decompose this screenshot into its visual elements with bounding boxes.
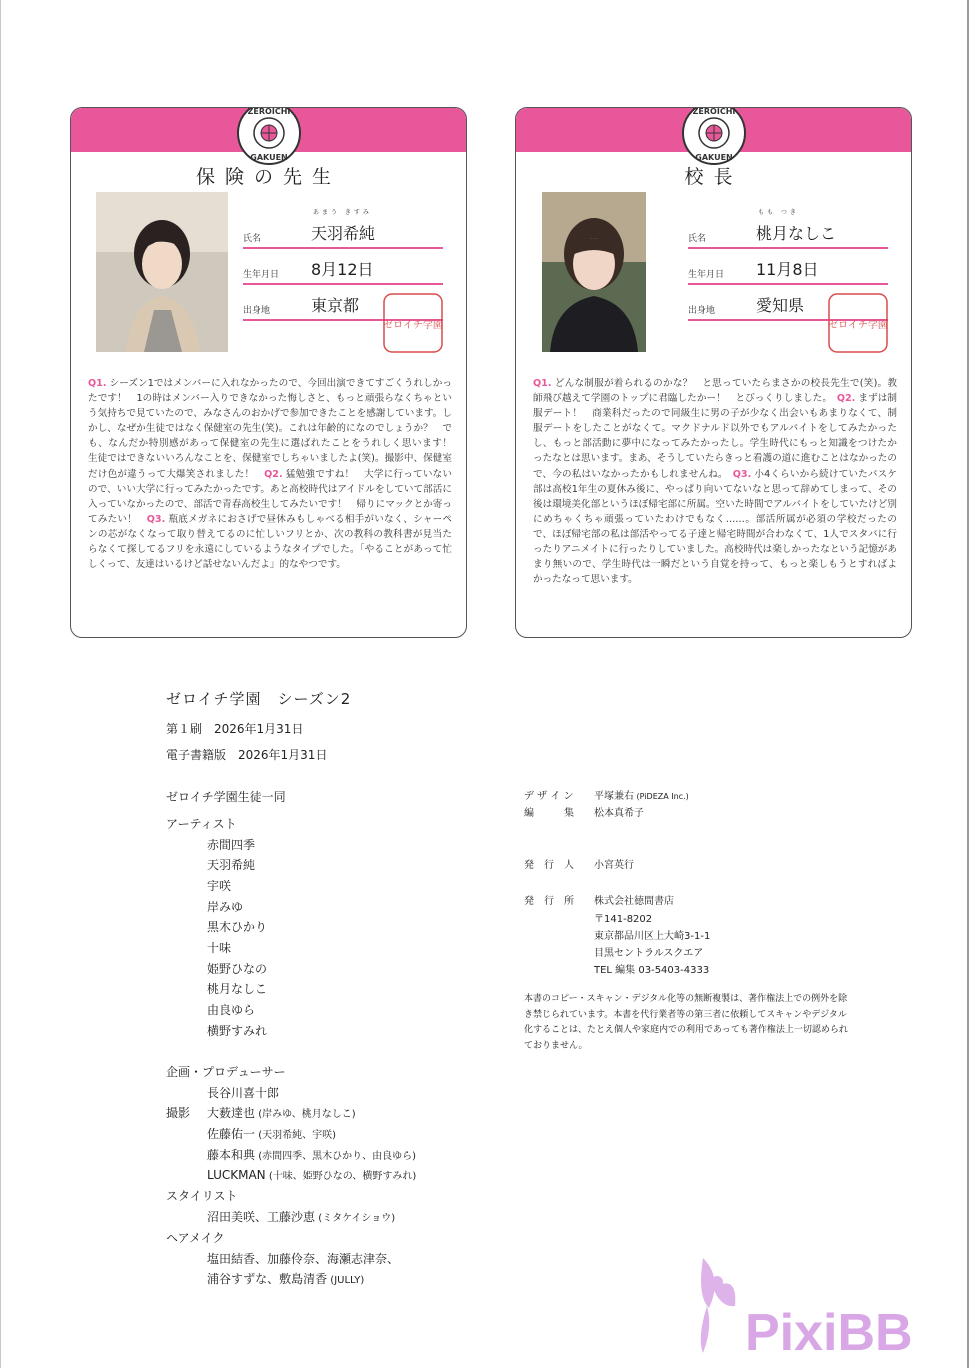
artist-name: 赤間四季 [207,838,256,852]
artist-name: 天羽希純 [207,858,256,872]
producer-label: 企画・プロデューサー [166,1065,286,1079]
copyright-notice: 本書のコピー・スキャン・デジタル化等の無断複製は、著作権法上での例外を除き禁じられています。本書を代行業者等の第三者に依頼してスキャンやデジタル化することは、たとえ個人や家庭内での利用であっても著作権法上一切認められておりません。 [524,994,848,1051]
seal-text-bottom: GAKUEN [249,153,288,162]
birthday-field [688,249,888,285]
stylist-label: スタイリスト [166,1189,238,1203]
photographer-credit [207,1125,336,1142]
name-ruby: あまう きすみ [313,209,372,216]
q2-answer: 猛勉強ですね！ 大学に行っていないので、いい大学に行ってみたかったです。あと高校時代はアイドルをしていて部活に入っていなかったので、部活で青春高校生してみたいです！ 帰りにマックとか寄ってみたい！ [88,468,452,525]
q2-label: Q2. [836,393,856,405]
book-title: ゼロイチ学園 シーズン2 [166,690,352,708]
seal-text-bottom: GAKUEN [694,153,733,162]
name-field [688,209,888,249]
qa-text [533,376,897,587]
photographer-credit [207,1104,356,1121]
q1-label: Q1. [88,378,107,389]
name-ruby: もも つき [758,209,799,216]
q2-answer: まずは制服デート！ 商業科だったので同級生に男の子が少なく出会いもあまりなくて、制服デートをしたことがなくて。マクドナルド以外でもアルバイトをしてみたかったし、もっと部活動に夢中になってみたかったし。学生時代にもっと知識をつけたかったなとは思います。まあ、そうしていたらきっと看護の道に進むことはなかったので、今の私はいなかったかもしれませんね。 [533,393,897,480]
design-label: デ ザ イ ン [524,791,574,802]
page-edge-left [0,0,1,1368]
qa-text [88,376,462,572]
first-print-date: 第１刷 2026年1月31日 [166,722,304,736]
role-title: 保険の先生 [195,166,341,188]
birthday-value: 8月12日 [311,260,374,279]
seal-text-top: ZEROICHI [692,107,735,116]
producer-name: 長谷川喜十郎 [207,1086,280,1100]
photographer-credit [207,1167,416,1182]
photographer-note: (十味、姫野ひなの、横野すみれ) [265,1171,417,1182]
name-field [243,209,443,249]
hometown-value: 愛知県 [756,296,805,315]
artist-name: 十味 [207,941,232,955]
name-value: 桃月なしこ [756,224,837,243]
name-value: 天羽希純 [311,224,376,243]
watermark-text: PixiBB [745,1304,913,1362]
photographer-name: LUCKMAN [207,1168,266,1182]
photographer-name: 藤本和典 [207,1148,256,1162]
stylist-credit [207,1208,395,1225]
name-label: 氏名 [243,234,262,244]
publisher-label: 発 行 人 [524,860,574,871]
stamp-text: ゼロイチ学園 [383,320,443,331]
stamp-text: ゼロイチ学園 [828,320,888,331]
birthday-label: 生年月日 [243,270,280,280]
stylist-note: (ミタケイショウ) [315,1213,396,1224]
school-stamp [827,292,889,354]
hair-label: ヘアメイク [166,1231,225,1245]
group-credit: ゼロイチ学園生徒一同 [166,790,286,804]
q1-answer: シーズン1ではメンバーに入れなかったので、今回出演できてすごくうれしかったです！ 1の時はメンバー入りできなかった悔しさと、もっと頑張らなくちゃという気持ちで見ていたので、みなさんのおかげで参加できたことを感謝しています。しかし、なぜか生徒ではなく保健室の先生(笑)。これは年齢的になのでしょうか？ でも、なんだか特別感があって保健室の先生に選ばれたことをうれしく思います！ 生徒ではできないいろんなことを、保健室でしちゃいましたよ(笑)。撮影中、保健室だけ色が違うって大爆笑されました！ [88,378,462,480]
ebook-date: 電子書籍版 2026年1月31日 [166,748,328,762]
q3-label: Q3. [146,513,166,525]
house-label: 発 行 所 [524,896,574,907]
photographer-note: (岸みゆ、桃月なしこ) [255,1109,356,1120]
photo-label: 撮影 [166,1106,191,1120]
q3-label: Q3. [732,468,752,480]
address-line: 目黒セントラルスクエア [594,948,704,959]
portrait-photo [542,192,646,352]
postal-code: 〒141-8202 [594,914,653,925]
q1-answer: どんな制服が着られるのかな？ と思っていたらまさかの校長先生で(笑)。教師飛び越えて学園のトップに君臨したかー！ とびっくりしました。 [533,378,897,405]
photographer-name: 大薮達也 [207,1106,256,1120]
editor-name: 松本真希子 [594,808,644,819]
designer-note: (PiDEZA Inc.) [634,792,689,801]
q3-answer: 瓶底メガネにおさげで昼休みもしゃべる相手がいなく、シャーペンの芯がなくなって取り替えてるのに忙しいフリとか、次の教科の教科書が見当たらなくて探してるフリを永遠にしているようなタイプでした。「やることがあって忙しくって、友達はいるけど話せないんだよ」的なやつです。 [88,513,453,571]
school-stamp [382,292,444,354]
address-line: 東京都品川区上大崎3-1-1 [594,931,711,942]
hair-names: 塩田結香、加藤伶奈、海瀬志津奈、 [207,1252,400,1266]
hair-credit [207,1270,364,1287]
photographer-note: (赤間四季、黒木ひかり、由良ゆら) [255,1151,416,1162]
portrait-photo [96,192,228,352]
name-label: 氏名 [688,234,707,244]
artist-name: 由良ゆら [207,1003,256,1017]
seal-text-top: ZEROICHI [247,107,290,116]
hometown-value: 東京都 [311,296,360,315]
artist-name: 姫野ひなの [207,962,268,976]
hometown-label: 出身地 [243,306,271,316]
photographer-note: (天羽希純、宇咲) [255,1130,336,1141]
design-credit [594,787,689,802]
birthday-value: 11月8日 [756,260,819,279]
artist-name: 宇咲 [207,879,232,893]
artists-label: アーティスト [166,817,237,831]
artist-name: 岸みゆ [207,900,244,914]
school-seal-icon [681,107,747,166]
publisher-name: 小宮英行 [594,860,634,871]
hometown-label: 出身地 [688,306,716,316]
profile-card-left [70,107,467,638]
artist-name: 黒木ひかり [207,920,268,934]
edit-label: 編 集 [524,808,574,819]
role-title: 校長 [684,166,743,188]
birthday-label: 生年月日 [688,270,725,280]
house-name: 株式会社徳間書店 [594,896,674,907]
telephone: TEL 編集 03-5403-4333 [594,965,710,976]
photographer-name: 佐藤佑一 [207,1127,256,1141]
hair-names: 浦谷すずな、敷島清香 [207,1272,328,1286]
watermark-logo [683,1248,963,1363]
designer-name: 平塚兼右 [594,791,634,802]
hair-note: (JULLY) [327,1275,365,1286]
q3-answer: 小4くらいから続けていたバスケ部は高校1年生の夏休み後に、やっぱり向いてないなと思って辞めてしまって、その後は環境美化部というほぼ帰宅部に所属。空いた時間でアルバイトをしていたけど別にめちゃくちゃ頑張っていたわけでもなく……。部活所属が必須の学校だったので、ほぼ帰宅部の私は部活やってる子達と帰宅時間が合わなくて、1人でスタバに行ったりアニメイトに行ったりしていました。高校時代は楽しかったなという記憶があまり無いので、学生時代は一瞬だという自覚を持って、もっと楽しもうとすればよかったなって思います。 [533,468,898,586]
profile-card-right [515,107,912,638]
school-seal-icon [236,107,302,166]
artist-name: 横野すみれ [207,1024,268,1038]
q2-label: Q2. [264,468,283,480]
stylist-names: 沼田美咲、工藤沙恵 [207,1210,316,1224]
photographer-credit [207,1146,416,1163]
birthday-field [243,249,443,285]
q1-label: Q1. [533,378,552,389]
artist-name: 桃月なしこ [207,982,268,996]
